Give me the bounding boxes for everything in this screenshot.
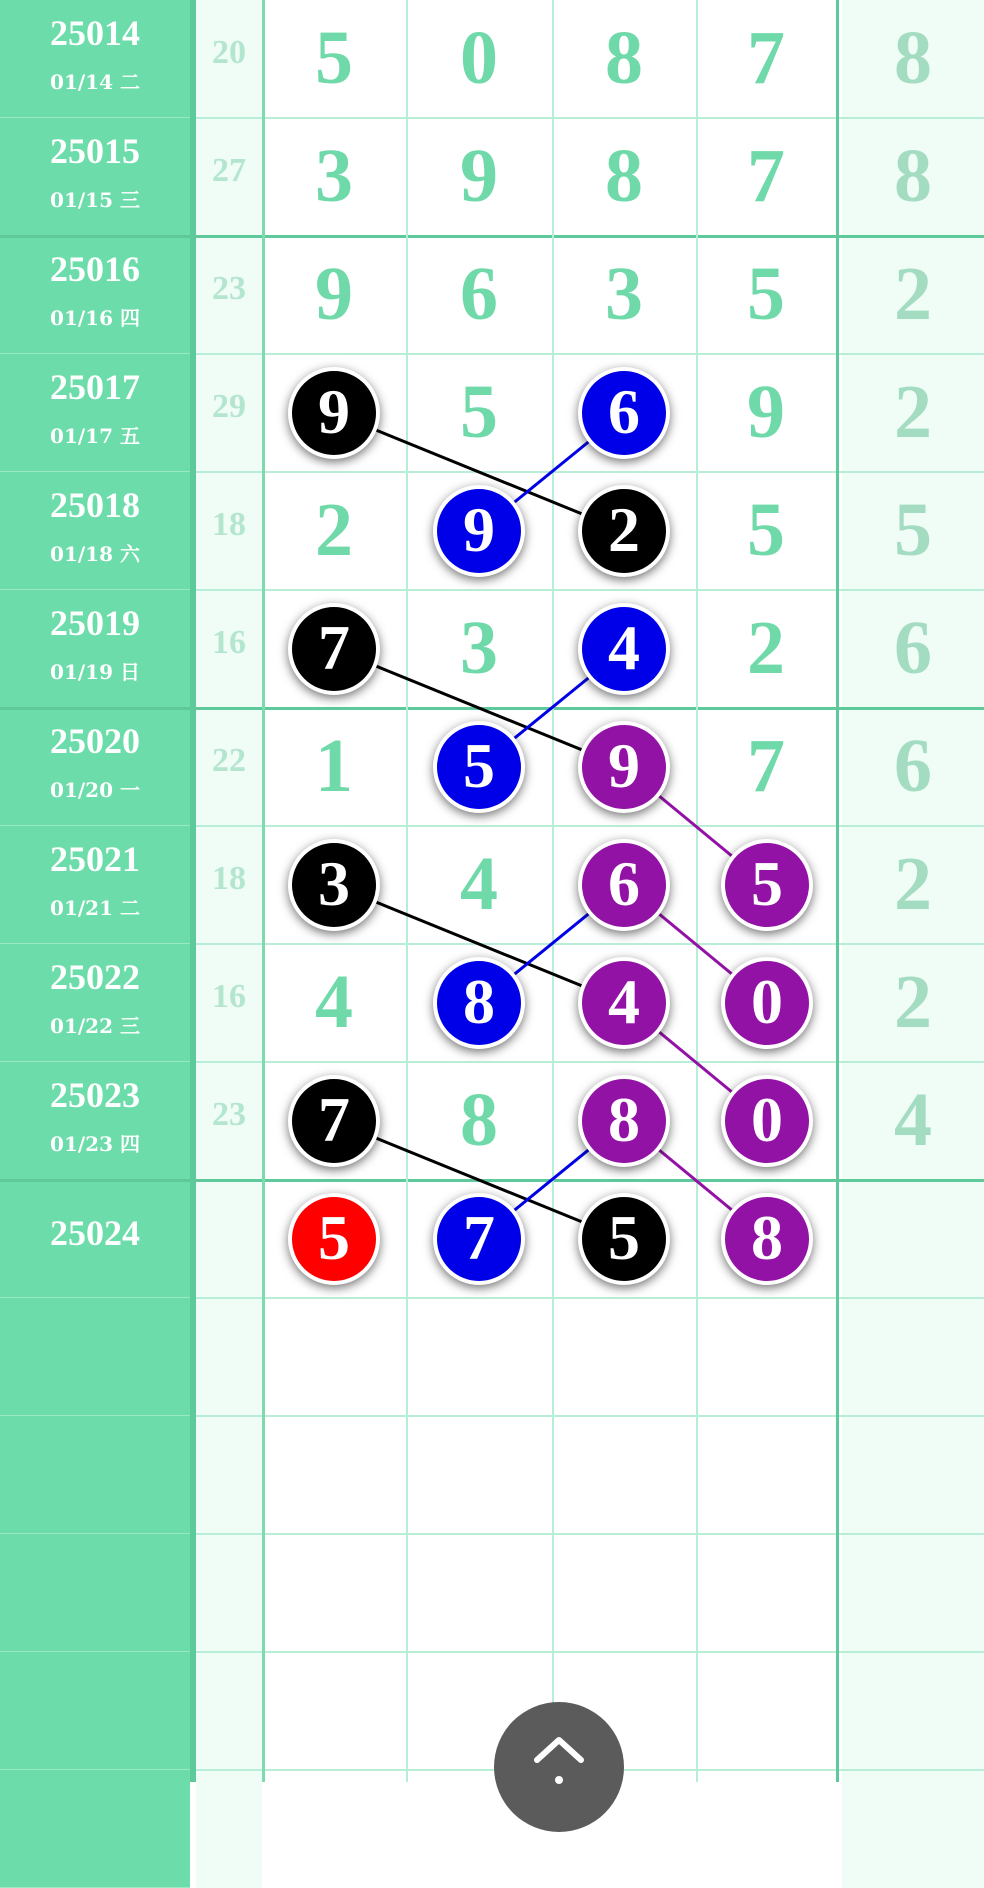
- digit-value: 7: [747, 724, 785, 808]
- ball-digit: 4: [608, 966, 640, 1037]
- issue-number: 25021: [50, 839, 140, 879]
- digit-value: 9: [315, 252, 353, 336]
- digit-value: 3: [315, 134, 353, 218]
- ball-digit: 6: [608, 848, 640, 919]
- extra-digit-value: 8: [894, 16, 932, 100]
- extra-digit-value: 4: [894, 1078, 932, 1162]
- extra-digit-cell: [842, 1770, 984, 1888]
- sum-value: 16: [212, 624, 246, 661]
- digit-value: 5: [747, 488, 785, 572]
- ball-digit: 8: [751, 1202, 783, 1273]
- digit-value: 2: [315, 488, 353, 572]
- digit-cell: [262, 1770, 406, 1888]
- ball-digit: 8: [608, 1084, 640, 1155]
- ball-digit: 5: [463, 730, 495, 801]
- ball-digit: 6: [608, 376, 640, 447]
- digit-cell: [696, 1770, 836, 1888]
- digit-value: 2: [747, 606, 785, 690]
- highlight-ball: [578, 957, 670, 1049]
- digit-value: 1: [315, 724, 353, 808]
- ball-digit: 9: [318, 376, 350, 447]
- digit-value: 5: [747, 252, 785, 336]
- digit-value: 5: [460, 370, 498, 454]
- sum-value: 23: [212, 270, 246, 307]
- highlight-ball: [578, 839, 670, 931]
- digit-value: 5: [315, 16, 353, 100]
- ball-digit: 9: [608, 730, 640, 801]
- extra-digit-value: 2: [894, 842, 932, 926]
- issue-number: 25022: [50, 957, 140, 997]
- highlight-ball: [288, 839, 380, 931]
- extra-digit-value: 8: [894, 134, 932, 218]
- issue-number: 25019: [50, 603, 140, 643]
- ball-digit: 2: [608, 494, 640, 565]
- sum-cell: [196, 1770, 262, 1888]
- digit-value: 9: [460, 134, 498, 218]
- issue-date: 01/15 三: [50, 188, 140, 212]
- ball-digit: 3: [318, 848, 350, 919]
- issue-number: 25018: [50, 485, 140, 525]
- digit-value: 3: [605, 252, 643, 336]
- highlight-ball: [721, 839, 813, 931]
- highlight-ball: [288, 367, 380, 459]
- ball-digit: 0: [751, 966, 783, 1037]
- ball-digit: 7: [318, 1084, 350, 1155]
- digit-value: 3: [460, 606, 498, 690]
- highlight-ball: [578, 367, 670, 459]
- issue-date: 01/21 二: [50, 896, 140, 920]
- sum-value: 18: [212, 506, 246, 543]
- digit-value: 6: [460, 252, 498, 336]
- issue-date: 01/22 三: [50, 1014, 140, 1038]
- sum-value: 27: [212, 152, 246, 189]
- sum-value: 23: [212, 1096, 246, 1133]
- digit-value: 7: [747, 16, 785, 100]
- extra-digit-value: 2: [894, 370, 932, 454]
- highlight-ball: [288, 1075, 380, 1167]
- ball-digit: 4: [608, 612, 640, 683]
- highlight-ball: [288, 1193, 380, 1285]
- digit-value: 8: [605, 134, 643, 218]
- highlight-ball: [721, 1075, 813, 1167]
- extra-digit-value: 6: [894, 606, 932, 690]
- issue-cell: [0, 1770, 190, 1888]
- scroll-to-top-button[interactable]: [494, 1702, 624, 1832]
- highlight-ball: [578, 721, 670, 813]
- ball-digit: 7: [318, 612, 350, 683]
- sum-value: 22: [212, 742, 246, 779]
- ball-digit: 8: [463, 966, 495, 1037]
- issue-number: 25014: [50, 13, 140, 53]
- ball-digit: 5: [318, 1202, 350, 1273]
- issue-date: 01/19 日: [50, 660, 140, 684]
- highlight-ball: [433, 1193, 525, 1285]
- ball-digit: 5: [751, 848, 783, 919]
- digit-value: 0: [460, 16, 498, 100]
- extra-digit-value: 2: [894, 960, 932, 1044]
- highlight-ball: [721, 957, 813, 1049]
- issue-number: 25016: [50, 249, 140, 289]
- table-row: [0, 1770, 984, 1888]
- digit-value: 7: [747, 134, 785, 218]
- sum-value: 16: [212, 978, 246, 1015]
- highlight-ball: [433, 957, 525, 1049]
- issue-date: 01/16 四: [50, 306, 140, 330]
- ball-digit: 5: [608, 1202, 640, 1273]
- highlight-ball: [721, 1193, 813, 1285]
- issue-number: 25015: [50, 131, 140, 171]
- highlight-ball: [578, 1075, 670, 1167]
- sum-value: 29: [212, 388, 246, 425]
- highlight-ball: [433, 721, 525, 813]
- highlight-ball: [578, 485, 670, 577]
- highlight-ball: [578, 1193, 670, 1285]
- issue-date: 01/20 一: [50, 778, 140, 802]
- digit-value: 4: [460, 842, 498, 926]
- highlight-ball: [433, 485, 525, 577]
- digit-value: 8: [605, 16, 643, 100]
- highlight-ball: [288, 603, 380, 695]
- ball-digit: 9: [463, 494, 495, 565]
- sum-value: 20: [212, 34, 246, 71]
- issue-date: 01/14 二: [50, 70, 140, 94]
- extra-digit-value: 6: [894, 724, 932, 808]
- extra-digit-value: 2: [894, 252, 932, 336]
- issue-number: 25023: [50, 1075, 140, 1115]
- issue-number: 25020: [50, 721, 140, 761]
- ball-digit: 0: [751, 1084, 783, 1155]
- issue-number: 25024: [50, 1213, 140, 1253]
- sum-value: 18: [212, 860, 246, 897]
- issue-number: 25017: [50, 367, 140, 407]
- digit-value: 8: [460, 1078, 498, 1162]
- digit-value: 4: [315, 960, 353, 1044]
- issue-date: 01/17 五: [50, 424, 140, 448]
- ball-digit: 7: [463, 1202, 495, 1273]
- extra-digit-value: 5: [894, 488, 932, 572]
- issue-date: 01/18 六: [50, 542, 140, 566]
- digit-value: 9: [747, 370, 785, 454]
- chevron-up-icon: [531, 1730, 587, 1796]
- highlight-ball: [578, 603, 670, 695]
- issue-date: 01/23 四: [50, 1132, 140, 1156]
